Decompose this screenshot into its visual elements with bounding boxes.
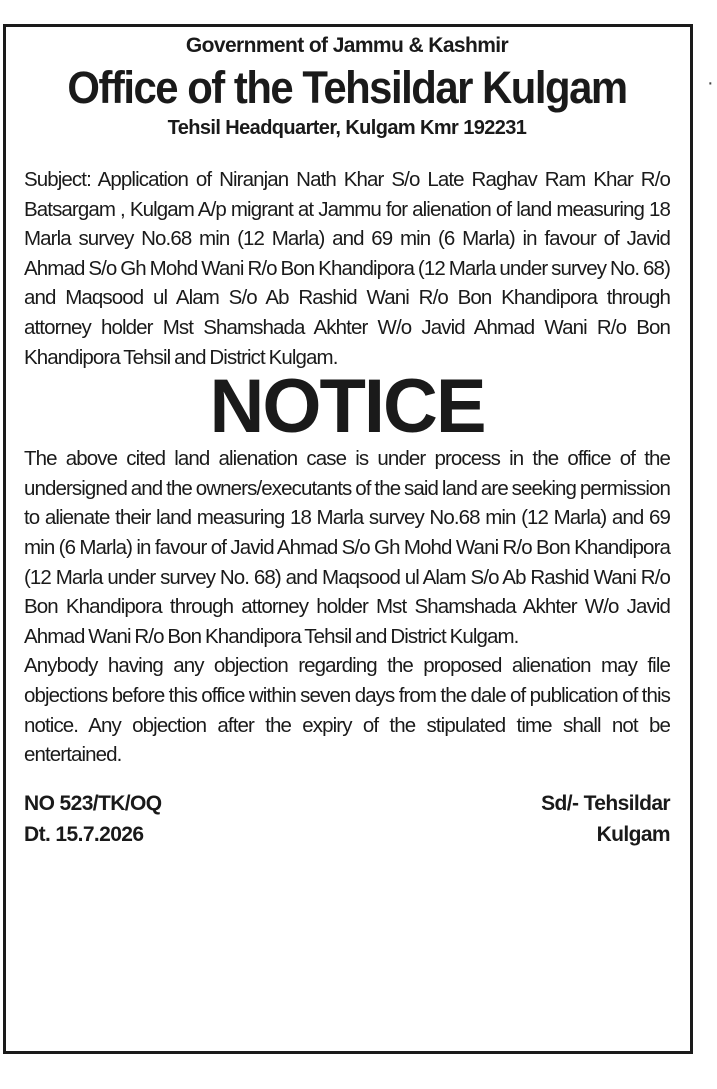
body-paragraph-1: The above cited land alienation case is under process in the office of the undersigned and the owners/executants of the said land are seeking permission to alienate their land measuring 18 Marla survey No.68 min (12 Marla) and 69 min (6 Marla) in favour of Javid Ahmad S/o Gh Mohd Wani R/o Bon Khandipora (12 Marla under survey No. 68) and Maqsood ul Alam S/o Ab Rashid Wani R/o Bon Khandipora through attorney holder Mst Shamshada Akhter W/o Javid Ahmad Wani R/o Bon Khandipora Tehsil and District Kulgam. xyxy=(24,447,670,648)
office-title: Office of the Tehsildar Kulgam xyxy=(67,62,627,113)
signatory-place: Kulgam xyxy=(596,822,670,846)
government-line: Government of Jammu & Kashmir xyxy=(185,34,509,57)
signature-block xyxy=(541,788,670,850)
notice-box xyxy=(3,24,693,1054)
subject-paragraph: Subject: Application of Niranjan Nath Khar S/o Late Raghav Ram Khar R/o Batsargam , Kulgam A/p migrant at Jammu for alienation of land measuring 18 Marla survey No.68 min (12 Marla) and 69 min (6 Marla) in favour of Javid Ahmad S/o Gh Mohd Wani R/o Bon Khandipora (12 Marla under survey No. 68) and Maqsood ul Alam S/o Ab Rashid Wani R/o Bon Khandipora through attorney holder Mst Shamshada Akhter W/o Javid Ahmad Wani R/o Bon Khandipora Tehsil and District Kulgam. xyxy=(24,168,670,369)
notice-footer xyxy=(24,788,670,850)
notice-heading: NOTICE xyxy=(209,364,485,450)
reference-block xyxy=(24,788,162,850)
headquarter-line: Tehsil Headquarter, Kulgam Kmr 192231 xyxy=(167,117,527,139)
edge-mark: · xyxy=(707,72,714,94)
notice-date: Dt. 15.7.2026 xyxy=(24,822,144,846)
body-paragraph-2: Anybody having any objection regarding the proposed alienation may file objections before this office within seven days from the dale of publication of this notice. Any objection after the expiry of the stipulated time shall not be entertained. xyxy=(24,654,670,767)
reference-number: NO 523/TK/OQ xyxy=(24,791,162,815)
signatory: Sd/- Tehsildar xyxy=(541,791,670,815)
